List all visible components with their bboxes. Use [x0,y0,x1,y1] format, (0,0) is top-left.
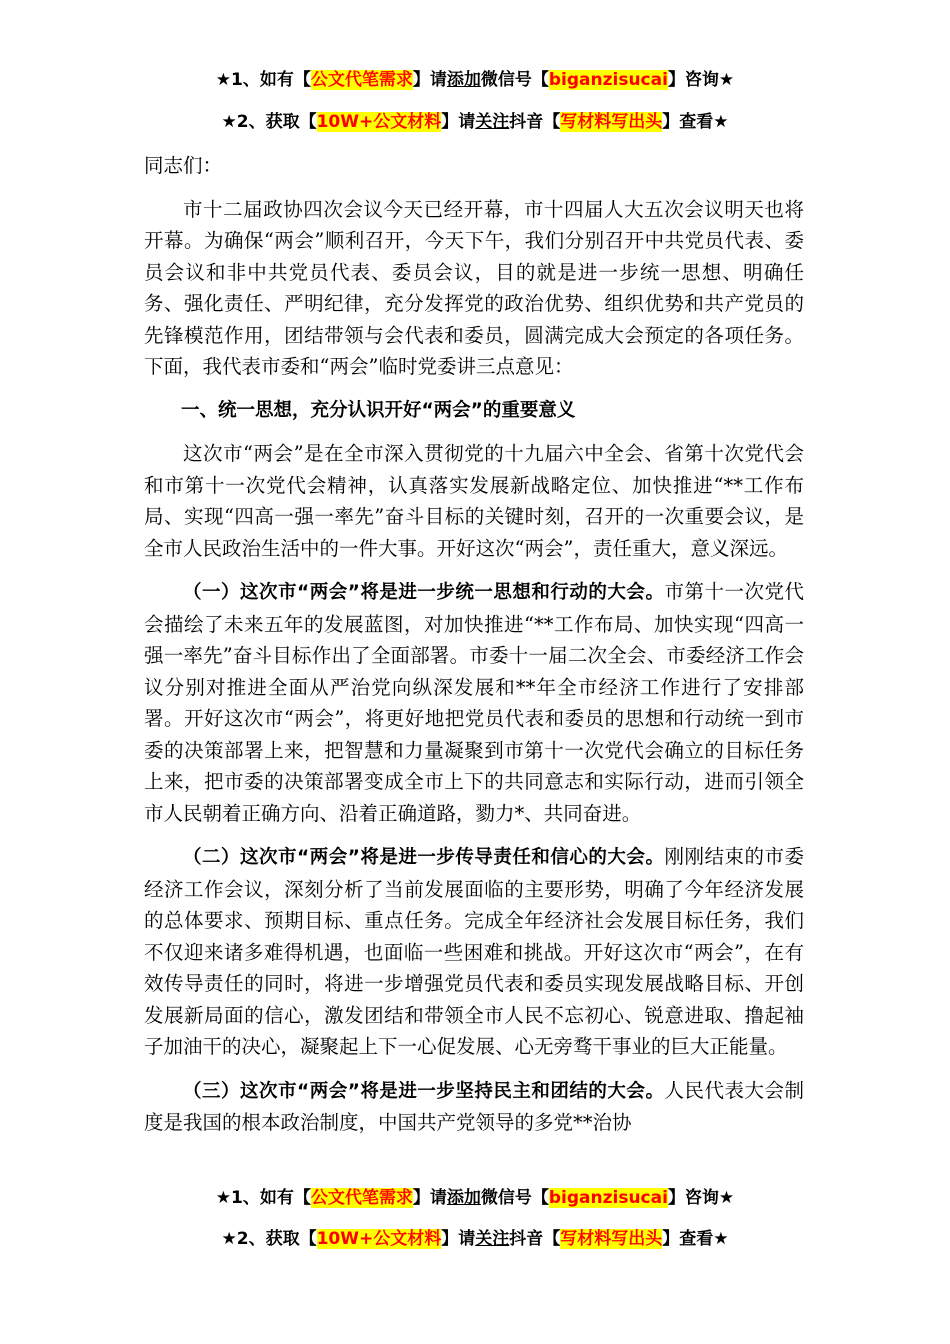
top-banner-line-1 [0,68,950,92]
banner-text: 】查看★ [662,112,729,132]
banner-highlight: 公文代笔需求 [310,1188,413,1208]
banner-text: ★1、如有【 [215,70,311,90]
banner-text: 微信号【 [480,1188,549,1208]
banner-text: 】查看★ [662,1229,729,1249]
banner-highlight: 10W+公文材料 [316,1229,442,1249]
document-body [144,150,804,1139]
banner-text: 微信号【 [480,70,549,90]
banner-underlined-text: 添加 [446,70,481,90]
banner-text: ★2、获取【 [221,112,317,132]
banner-underlined-text: 关注 [475,112,510,132]
intro-paragraph: 市十二届政协四次会议今天已经开幕，市十四届人大五次会议明天也将开幕。为确保“两会”顺利召开，今天下午，我们分别召开中共党员代表、委员会议和非中共党员代表、委员会议，目的就是进一步统一思想、明确任务、强化责任、严明纪律，充分发挥党的政治优势、组织优势和共产党员的先锋模范作用，团结带领与会代表和委员，圆满完成大会预定的各项任务。下面，我代表市委和“两会”临时党委讲三点意见： [144,197,804,378]
banner-text: 抖音【 [509,112,561,132]
salutation: 同志们： [144,154,223,177]
banner-text: 】请 [441,1229,476,1249]
top-banner-line-2 [0,110,950,134]
banner-text: ★2、获取【 [221,1229,317,1249]
section-heading-1: 一、统一思想，充分认识开好“两会”的重要意义 [181,399,576,421]
banner-highlight: 公文代笔需求 [310,70,413,90]
subsection-paragraph-2 [144,841,804,1063]
subsection-body: 市第十一次党代会描绘了未来五年的发展蓝图，对加快推进“**工作布局、加快实现“四高一强一率先”奋斗目标作出了全面部署。市委十一届二次全会、市委经济工作会议分别对推进全面从严治党向纵深发展和**年全市经济工作进行了安排部署。开好这次市“两会”，将更好地把党员代表和委员的思想和行动统一到市委的决策部署上来，把智慧和力量凝聚到市第十一次党代会确立的目标任务上来，把市委的决策部署变成全市上下的共同意志和实际行动，进而引领全市人民朝着正确方向、沿着正确道路，勠力*、共同奋进。 [144,580,804,825]
subsection-paragraph-1 [144,576,804,829]
banner-text: 】请 [412,1188,447,1208]
banner-text: 】咨询★ [667,1188,735,1208]
bottom-banner-line-2 [0,1227,950,1251]
banner-text: 】请 [441,112,476,132]
body-paragraph: 这次市“两会”是在全市深入贯彻党的十九届六中全会、省第十次党代会和市第十一次党代会精神，认真落实发展新战略定位、加快推进“**工作布局、实现“四高一强一率先”奋斗目标的关键时刻，召开的一次重要会议，是全市人民政治生活中的一件大事。开好这次“两会”，责任重大，意义深远。 [144,442,804,560]
subsection-body: 人民代表大会制度是我国的根本政治制度，中国共产党领导的多党**治协 [144,1078,804,1134]
subsection-lead: （一）这次市“两会”将是进一步统一思想和行动的大会。 [183,582,665,603]
banner-text: 】请 [412,70,447,90]
banner-text: 抖音【 [509,1229,561,1249]
banner-highlight: 10W+公文材料 [316,112,442,132]
banner-text: 】咨询★ [667,70,735,90]
subsection-paragraph-3 [144,1075,804,1139]
banner-underlined-text: 添加 [446,1188,481,1208]
subsection-lead: （三）这次市“两会”将是进一步坚持民主和团结的大会。 [183,1080,665,1102]
banner-highlight: biganzisucai [548,1188,668,1208]
bottom-banner-line-1 [0,1186,950,1210]
banner-underlined-text: 关注 [475,1229,510,1249]
subsection-body: 刚刚结束的市委经济工作会议，深刻分析了当前发展面临的主要形势，明确了今年经济发展的总体要求、预期目标、重点任务。完成全年经济社会发展目标任务，我们不仅迎来诸多难得机遇，也面临一些困难和挑战。开好这次市“两会”，在有效传导责任的同时，将进一步增强党员代表和委员实现发展战略目标、开创发展新局面的信心，激发团结和带领全市人民不忘初心、锐意进取、撸起袖子加油干的决心，凝聚起上下一心促发展、心无旁骛干事业的巨大正能量。 [144,845,804,1058]
banner-text: ★1、如有【 [215,1188,311,1208]
subsection-lead: （二）这次市“两会”将是进一步传导责任和信心的大会。 [183,847,665,868]
banner-highlight: 写材料写出头 [560,112,663,132]
banner-highlight: 写材料写出头 [560,1229,663,1249]
banner-highlight: biganzisucai [548,70,668,90]
